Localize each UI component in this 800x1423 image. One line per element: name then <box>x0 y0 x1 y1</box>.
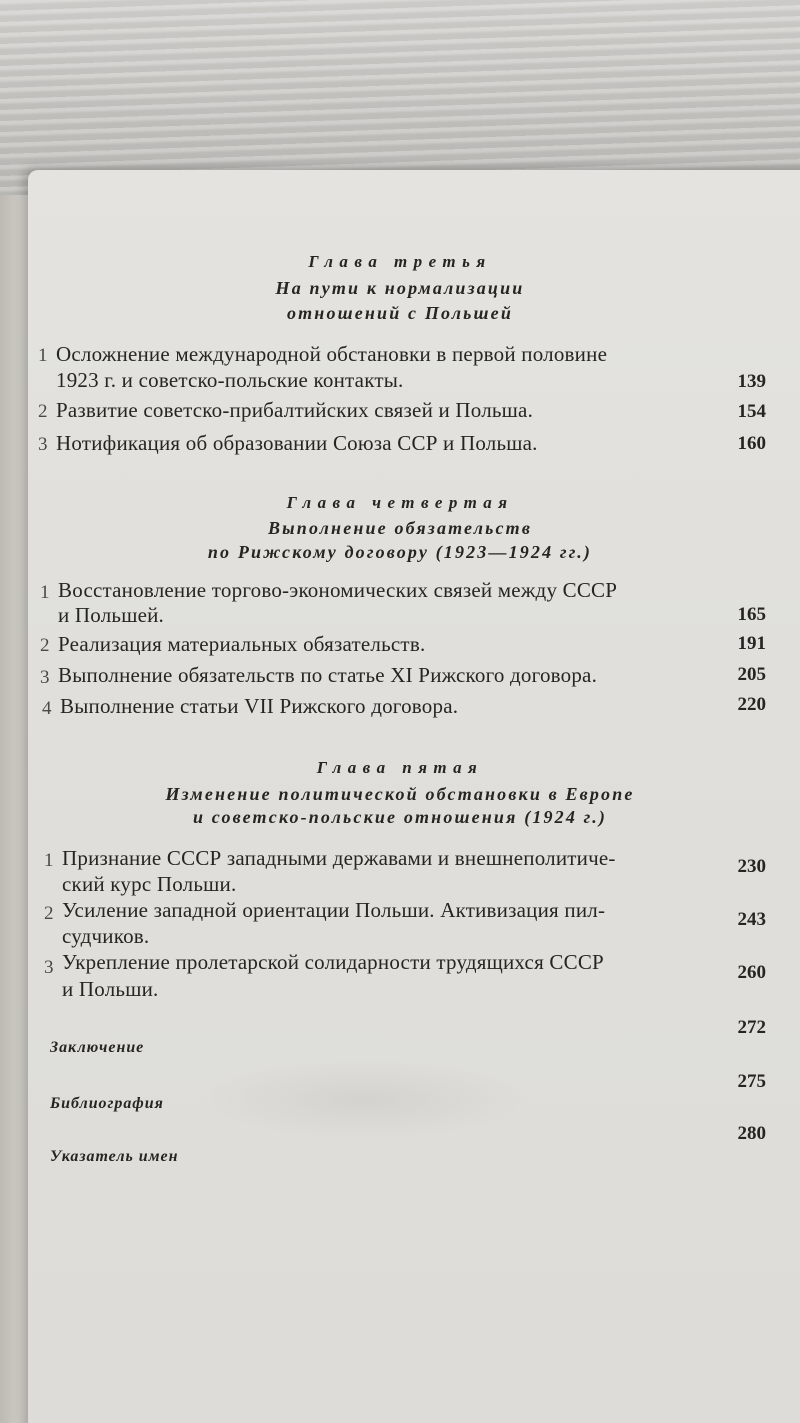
section-title-line: и Польши. <box>62 977 159 1001</box>
section-number: 3 <box>38 434 48 455</box>
section-title-line: Усиление западной ориентации Польши. Активизация пил- <box>62 898 606 922</box>
section-title-line: Нотификация об образовании Союза ССР и Польша. <box>56 431 538 455</box>
section-number: 2 <box>40 635 50 656</box>
section-title-line: Выполнение статьи VII Рижского договора. <box>60 694 459 718</box>
section-number: 1 <box>38 345 48 366</box>
section-title-line: Реализация материальных обязательств. <box>58 632 426 656</box>
section-title-line: Укрепление пролетарской солидарности трудящихся СССР <box>62 950 604 974</box>
conclusion-label: Заключение <box>50 1039 145 1056</box>
chapter-4-title-line-1: Выполнение обязательств <box>267 518 533 538</box>
chapter-3-label: Глава третья <box>308 252 492 271</box>
section-number: 2 <box>44 903 54 924</box>
section-page-number: 160 <box>737 433 766 454</box>
section-title-line: Восстановление торгово-экономических связей между СССР <box>58 578 618 602</box>
section-page-number: 230 <box>737 856 766 877</box>
chapter-5-title-line-2: и советско-польские отношения (1924 г.) <box>192 807 608 827</box>
chapter-3-title-line-2: отношений с Польшей <box>286 303 514 323</box>
chapter-3-title-line-1: На пути к нормализации <box>275 278 525 298</box>
section-title-line: Выполнение обязательств по статье XI Рижского договора. <box>58 663 598 687</box>
name-index-label: Указатель имен <box>50 1148 179 1165</box>
chapter-5-label: Глава пятая <box>316 758 484 777</box>
section-title-line: судчиков. <box>62 924 150 948</box>
section-page-number: 165 <box>737 604 766 625</box>
section-number: 3 <box>44 957 54 978</box>
section-number: 1 <box>44 850 54 871</box>
section-number: 3 <box>40 667 50 688</box>
section-number: 1 <box>40 582 50 603</box>
name-index-page-number: 280 <box>737 1123 766 1144</box>
section-page-number: 139 <box>737 371 766 392</box>
section-page-number: 243 <box>737 909 766 930</box>
page-smudge <box>200 1060 530 1140</box>
section-title-line: ский курс Польши. <box>62 872 237 896</box>
chapter-5-title-line-1: Изменение политической обстановки в Европе <box>165 784 635 804</box>
section-page-number: 220 <box>737 694 766 715</box>
chapter-4-label: Глава четвертая <box>286 493 514 512</box>
conclusion-page-number: 272 <box>737 1017 766 1038</box>
section-page-number: 205 <box>737 664 766 685</box>
section-title-line: и Польшей. <box>58 603 165 627</box>
section-title-line: Развитие советско-прибалтийских связей и Польша. <box>56 398 534 422</box>
section-number: 4 <box>42 698 52 719</box>
bibliography-page-number: 275 <box>737 1071 766 1092</box>
chapter-4-title-line-2: по Рижскому договору (1923—1924 гг.) <box>207 542 593 562</box>
section-page-number: 154 <box>737 401 766 422</box>
bibliography-label: Библиография <box>50 1095 164 1112</box>
section-page-number: 260 <box>737 962 766 983</box>
section-page-number: 191 <box>737 633 766 654</box>
section-title-line: Признание СССР западными державами и внешнеполитиче- <box>62 846 616 870</box>
section-title-line: 1923 г. и советско-польские контакты. <box>56 368 404 392</box>
section-number: 2 <box>38 401 48 422</box>
section-title-line: Осложнение международной обстановки в первой половине <box>56 342 608 366</box>
